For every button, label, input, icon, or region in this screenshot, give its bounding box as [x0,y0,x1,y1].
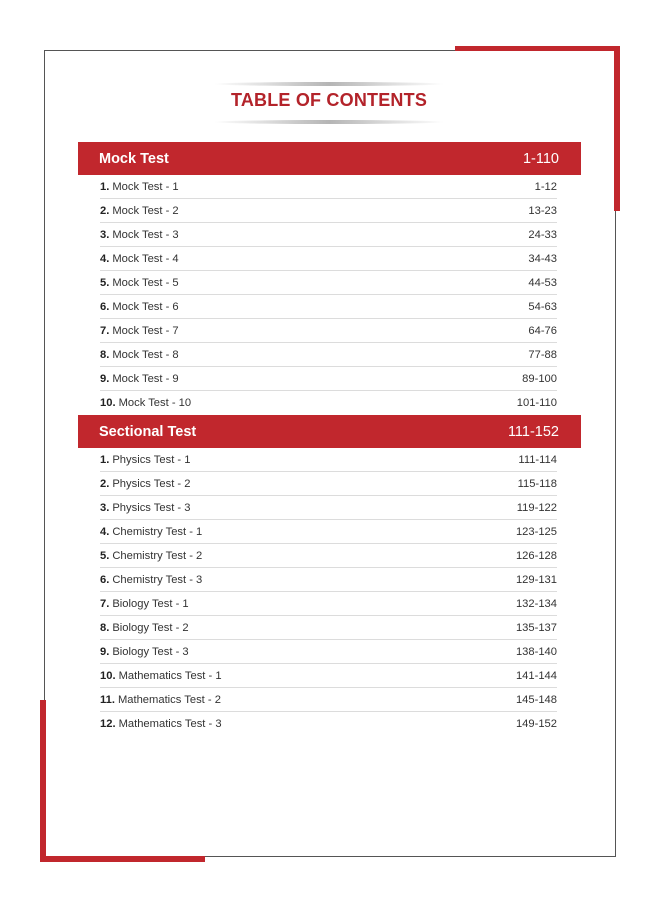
entry-pages: 141-144 [515,669,557,682]
entry-number: 4. [100,525,110,538]
entry-number: 3. [100,501,110,514]
entry-number: 10. [100,397,116,409]
toc-entry[interactable] [100,199,557,223]
entry-number: 5. [100,276,110,289]
toc-entry[interactable] [100,568,557,592]
entry-pages: 13-23 [528,204,557,217]
entry-number: 10. [100,669,116,682]
entry-label: Mock Test - 1 [112,180,179,193]
toc-entry[interactable] [100,391,557,415]
entry-pages: 101-110 [516,397,557,409]
page-title: TABLE OF CONTENTS [230,90,428,110]
entry-pages: 77-88 [528,348,557,361]
entry-label: Mathematics Test - 3 [118,718,222,730]
toc-entry[interactable] [100,616,557,640]
entry-label: Mock Test - 9 [112,372,179,385]
toc-entry[interactable] [100,664,557,688]
section-header[interactable] [78,142,581,175]
entry-label: Mock Test - 6 [112,300,179,313]
section-header[interactable] [78,415,581,448]
toc-entry[interactable] [100,295,557,319]
entry-pages: 138-140 [515,645,557,658]
entry-pages: 126-128 [515,549,557,562]
entry-pages: 24-33 [528,228,557,241]
entry-pages: 54-63 [528,300,557,313]
entry-number: 2. [100,477,110,490]
corner-accent-bottom-left [40,856,205,862]
toc-list [100,175,557,415]
entry-number: 4. [100,252,110,265]
entry-label: Physics Test - 3 [112,501,191,514]
entry-number: 12. [100,718,116,730]
entry-label: Mathematics Test - 1 [118,669,222,682]
corner-accent-bottom-left-vertical [40,700,46,862]
toc-entry[interactable] [100,223,557,247]
section-title: Mock Test [99,150,169,167]
section-mock-test [78,142,581,415]
entry-label: Mock Test - 5 [112,276,179,289]
title-divider-bottom [213,120,445,124]
toc-entry[interactable] [100,688,557,712]
toc-entry[interactable] [100,640,557,664]
entry-pages: 132-134 [515,597,557,610]
entry-pages: 1-12 [534,180,557,193]
entry-number: 11. [100,693,115,706]
entry-label: Mock Test - 2 [112,204,179,217]
entry-pages: 44-53 [528,276,557,289]
entry-label: Mathematics Test - 2 [117,693,221,706]
entry-pages: 89-100 [522,372,557,385]
entry-label: Mock Test - 7 [112,324,179,337]
toc-entry[interactable] [100,367,557,391]
section-title: Sectional Test [99,423,197,440]
entry-number: 1. [100,180,110,193]
entry-number: 8. [100,621,110,634]
corner-accent-top-right [455,46,620,51]
entry-number: 5. [100,549,110,562]
entry-label: Mock Test - 3 [112,228,179,241]
entry-number: 1. [100,453,110,466]
entry-number: 6. [100,573,110,586]
entry-label: Chemistry Test - 2 [112,549,203,562]
section-page-range: 111-152 [507,423,559,440]
entry-pages: 34-43 [528,252,557,265]
toc-entry[interactable] [100,247,557,271]
toc-entry[interactable] [100,319,557,343]
toc-entry[interactable] [100,544,557,568]
section-sectional-test [78,415,581,736]
entry-label: Physics Test - 2 [112,477,191,490]
entry-label: Biology Test - 1 [112,597,189,610]
entry-label: Chemistry Test - 3 [112,573,203,586]
entry-pages: 115-118 [517,477,557,490]
entry-number: 9. [100,645,110,658]
entry-number: 3. [100,228,110,241]
entry-label: Physics Test - 1 [112,453,191,466]
entry-label: Biology Test - 3 [112,645,189,658]
toc-entry[interactable] [100,271,557,295]
entry-label: Mock Test - 4 [112,252,179,265]
entry-pages: 149-152 [515,718,557,730]
entry-number: 8. [100,348,110,361]
title-banner [213,82,445,124]
entry-number: 2. [100,204,110,217]
section-page-range: 1-110 [522,150,559,167]
title-divider-top [213,82,445,86]
toc-entry[interactable] [100,712,557,736]
entry-label: Biology Test - 2 [112,621,189,634]
entry-pages: 135-137 [515,621,557,634]
entry-number: 6. [100,300,110,313]
entry-number: 7. [100,324,110,337]
toc-entry[interactable] [100,175,557,199]
entry-label: Mock Test - 8 [112,348,179,361]
toc-list [100,448,557,736]
entry-pages: 119-122 [516,501,557,514]
toc-entry[interactable] [100,496,557,520]
entry-pages: 129-131 [515,573,557,586]
toc-entry[interactable] [100,343,557,367]
entry-number: 7. [100,597,110,610]
entry-pages: 64-76 [528,324,557,337]
entry-pages: 145-148 [515,693,557,706]
entry-pages: 123-125 [515,525,557,538]
corner-accent-top-right-vertical [614,46,620,211]
toc-entry[interactable] [100,472,557,496]
toc-entry[interactable] [100,592,557,616]
toc-entry[interactable] [100,448,557,472]
entry-label: Mock Test - 10 [118,397,192,409]
entry-pages: 111-114 [518,453,557,466]
entry-number: 9. [100,372,110,385]
toc-entry[interactable] [100,520,557,544]
entry-label: Chemistry Test - 1 [112,525,203,538]
